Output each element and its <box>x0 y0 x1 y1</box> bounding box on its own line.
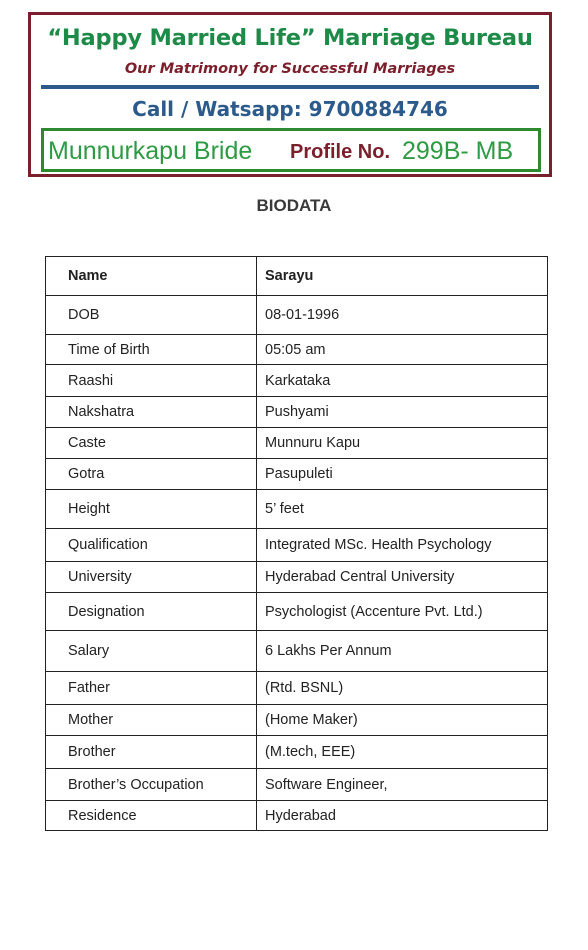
field-label: Residence <box>46 801 257 831</box>
field-value: 05:05 am <box>257 335 548 365</box>
table-row <box>46 365 548 397</box>
table-row <box>46 593 548 631</box>
field-label: Salary <box>46 631 257 672</box>
profile-number: 299B- MB <box>402 137 514 165</box>
table-row <box>46 529 548 562</box>
biodata-table <box>45 256 548 831</box>
bureau-tagline: Our Matrimony for Successful Marriages <box>124 61 456 77</box>
table-row <box>46 335 548 365</box>
field-value: Munnuru Kapu <box>257 428 548 459</box>
field-value: (M.tech, EEE) <box>257 736 548 769</box>
field-value: 08-01-1996 <box>257 296 548 335</box>
profile-label: Profile No. <box>290 141 391 163</box>
bride-community: Munnurkapu Bride <box>48 137 253 165</box>
table-row <box>46 490 548 529</box>
field-label: Raashi <box>46 365 257 397</box>
field-label: Gotra <box>46 459 257 490</box>
field-value: (Rtd. BSNL) <box>257 672 548 705</box>
field-value: Pushyami <box>257 397 548 428</box>
table-row <box>46 672 548 705</box>
field-label: Brother’s Occupation <box>46 769 257 801</box>
table-row <box>46 397 548 428</box>
table-row <box>46 631 548 672</box>
table-row <box>46 705 548 736</box>
table-row <box>46 257 548 296</box>
field-label: Father <box>46 672 257 705</box>
field-value: Karkataka <box>257 365 548 397</box>
field-label: Caste <box>46 428 257 459</box>
field-value: Hyderabad Central University <box>257 562 548 593</box>
field-value: Integrated MSc. Health Psychology <box>257 529 548 562</box>
field-value: Psychologist (Accenture Pvt. Ltd.) <box>257 593 548 631</box>
table-row <box>46 459 548 490</box>
field-label: Qualification <box>46 529 257 562</box>
profile-box <box>41 128 541 172</box>
field-label: Height <box>46 490 257 529</box>
field-value: (Home Maker) <box>257 705 548 736</box>
field-label: Name <box>46 257 257 296</box>
bureau-title: “Happy Married Life” Marriage Bureau <box>47 25 533 51</box>
field-label: DOB <box>46 296 257 335</box>
field-value: Hyderabad <box>257 801 548 831</box>
field-value: 5’ feet <box>257 490 548 529</box>
contact-number: Call / Watsapp: 9700884746 <box>132 97 448 121</box>
table-row <box>46 769 548 801</box>
table-row <box>46 801 548 831</box>
table-row <box>46 296 548 335</box>
field-label: University <box>46 562 257 593</box>
biodata-heading: BIODATA <box>256 196 332 215</box>
table-row <box>46 562 548 593</box>
field-label: Designation <box>46 593 257 631</box>
field-label: Mother <box>46 705 257 736</box>
table-row <box>46 428 548 459</box>
field-label: Time of Birth <box>46 335 257 365</box>
field-value: 6 Lakhs Per Annum <box>257 631 548 672</box>
field-label: Nakshatra <box>46 397 257 428</box>
field-value: Sarayu <box>257 257 548 296</box>
bureau-header <box>28 12 552 177</box>
field-value: Pasupuleti <box>257 459 548 490</box>
table-row <box>46 736 548 769</box>
field-value: Software Engineer, <box>257 769 548 801</box>
field-label: Brother <box>46 736 257 769</box>
header-divider <box>41 85 539 89</box>
